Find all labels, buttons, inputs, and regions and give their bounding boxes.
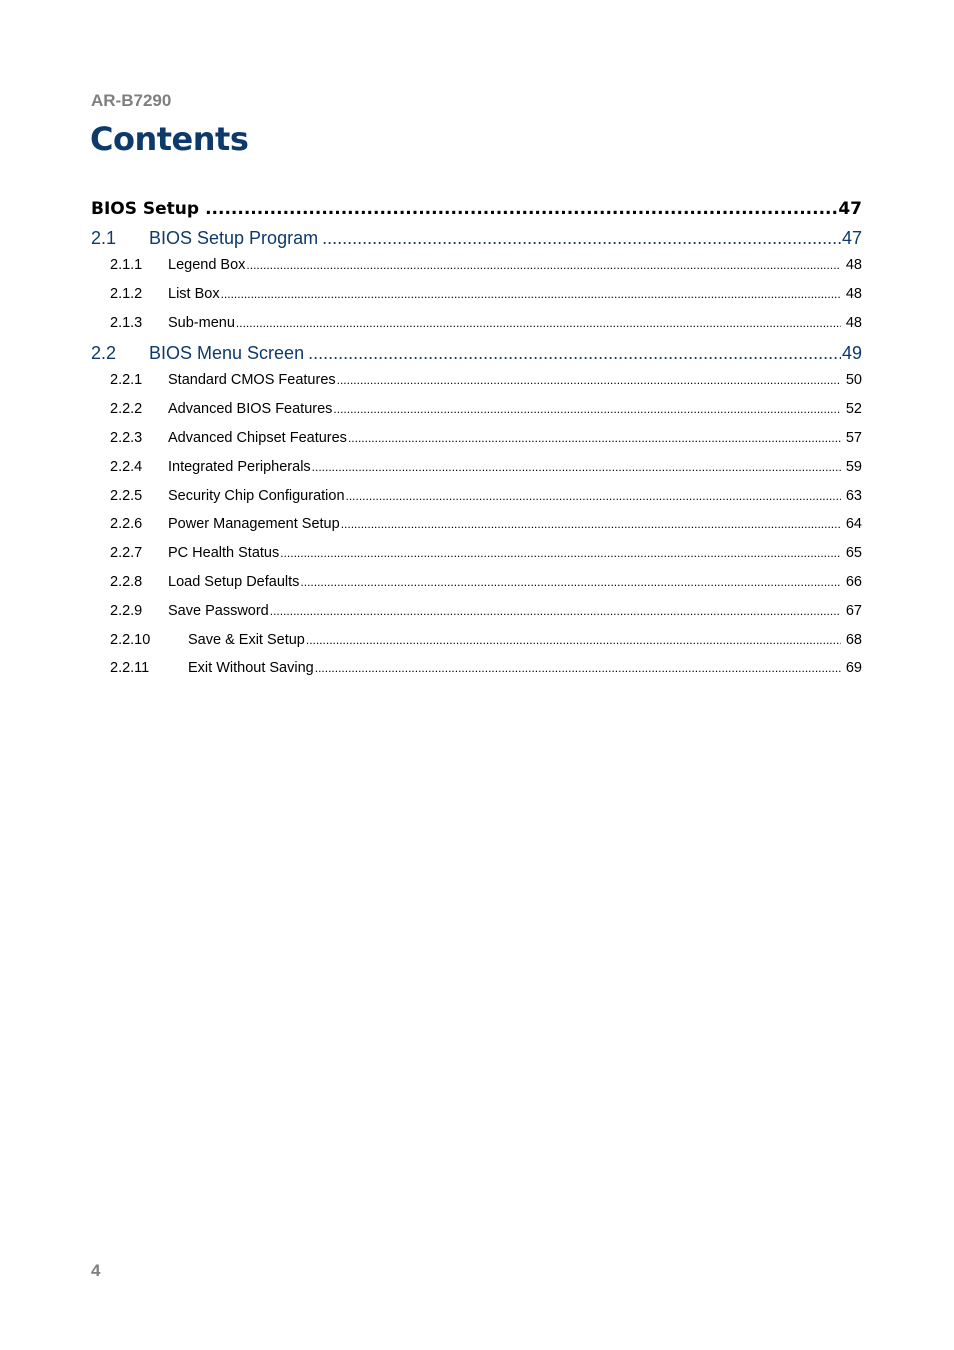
toc-entry-label: Sub-menu [168,314,235,331]
toc-entry-label: BIOS Setup [91,199,200,219]
toc-entry-number: 2.1.1 [110,257,143,273]
toc-entry-subsection[interactable] [91,574,862,603]
toc-entry-label: Standard CMOS Features [168,372,336,389]
page-number: 4 [91,1261,101,1280]
toc-entry-page: 69 [845,660,862,677]
toc-leader [221,287,841,301]
toc-entry-subsection[interactable] [91,372,862,401]
toc-entry-number: 2.2.3 [110,429,143,446]
toc-entry-subsection[interactable] [91,603,862,632]
toc-entry-page: 50 [845,372,862,389]
toc-entry-subsection[interactable] [91,545,862,574]
toc-entry-number: 2.2.2 [110,401,143,418]
page-title: Contents [90,120,249,158]
toc-entry-page: 68 [845,631,862,648]
toc-entry-label: Legend Box [168,257,246,273]
toc-entry-page: 49 [841,343,862,364]
toc-entry-page: 47 [841,228,862,248]
toc-entry-number: 2.1.3 [110,314,143,331]
toc-entry-label: Advanced Chipset Features [168,429,347,446]
toc-entry-subsection[interactable] [91,660,862,689]
toc-entry-label: Exit Without Saving [188,660,314,677]
toc-entry-label: Power Management Setup [168,516,340,533]
toc-leader [341,517,841,531]
toc-entry-label: PC Health Status [168,545,280,562]
toc-entry-page: 48 [845,314,862,331]
toc-entry-page: 57 [845,429,862,446]
toc-entry-number: 2.2.1 [110,372,143,389]
toc-entry-label: BIOS Setup Program [149,228,319,248]
toc-leader [322,228,841,249]
toc-entry-number: 2.2.8 [110,573,143,590]
toc-leader [348,431,841,445]
toc-entry-subsection[interactable] [91,257,862,286]
toc-leader [280,546,841,560]
toc-entry-page: 66 [845,573,862,590]
toc-leader [236,316,841,330]
toc-entry-page: 52 [845,401,862,418]
toc-entry-subsection[interactable] [91,401,862,430]
toc-entry-number: 2.2.6 [110,516,143,533]
toc-entry-subsection[interactable] [91,315,862,344]
toc-entry-subsection[interactable] [91,459,862,488]
toc-entry-label: List Box [168,285,220,302]
toc-sections [91,228,862,689]
toc-leader [346,489,841,503]
toc-leader [300,575,840,589]
toc-leader [308,343,841,364]
toc-entry-number: 2.2.5 [110,487,143,504]
toc-entry-chapter[interactable] [91,199,862,228]
toc-leader [312,460,841,474]
toc-entry-page: 48 [845,285,862,302]
toc-entry-page: 47 [838,199,862,219]
document-model: AR-B7290 [91,91,172,110]
toc-entry-label: Save & Exit Setup [188,631,305,648]
toc-entry-section[interactable] [91,343,862,372]
toc-entry-number: 2.2.11 [110,660,150,677]
toc-entry-number: 2.2 [91,343,117,364]
toc-entry-number: 2.1.2 [110,285,143,302]
toc-entry-number: 2.2.9 [110,602,143,619]
toc-entry-subsection[interactable] [91,286,862,315]
toc-entry-number: 2.2.4 [110,458,143,475]
toc-entry-number: 2.1 [91,228,117,248]
toc-entry-subsection[interactable] [91,488,862,517]
toc-entry-page: 63 [845,487,862,504]
toc-entry-page: 64 [845,516,862,533]
toc-leader [333,402,840,416]
toc-entry-page: 67 [845,602,862,619]
toc-entry-section[interactable] [91,228,862,257]
toc-leader [306,633,841,647]
toc-entry-label: Integrated Peripherals [168,458,311,475]
toc-entry-label: Load Setup Defaults [168,573,300,590]
table-of-contents [91,199,862,689]
toc-entry-label: Advanced BIOS Features [168,401,333,418]
toc-entry-label: BIOS Menu Screen [149,343,305,364]
toc-entry-number: 2.2.7 [110,545,143,562]
toc-entry-label: Save Password [168,602,269,619]
toc-entry-number: 2.2.10 [110,631,151,648]
toc-leader [315,661,841,675]
toc-entry-page: 48 [845,257,862,273]
toc-entry-label: Security Chip Configuration [168,487,345,504]
toc-leader [205,199,837,219]
toc-entry-page: 59 [845,458,862,475]
toc-leader [337,373,841,387]
toc-leader [246,258,840,272]
toc-entry-page: 65 [845,545,862,562]
toc-leader [270,604,841,618]
toc-entry-subsection[interactable] [91,430,862,459]
toc-entry-subsection[interactable] [91,632,862,661]
toc-entry-subsection[interactable] [91,516,862,545]
